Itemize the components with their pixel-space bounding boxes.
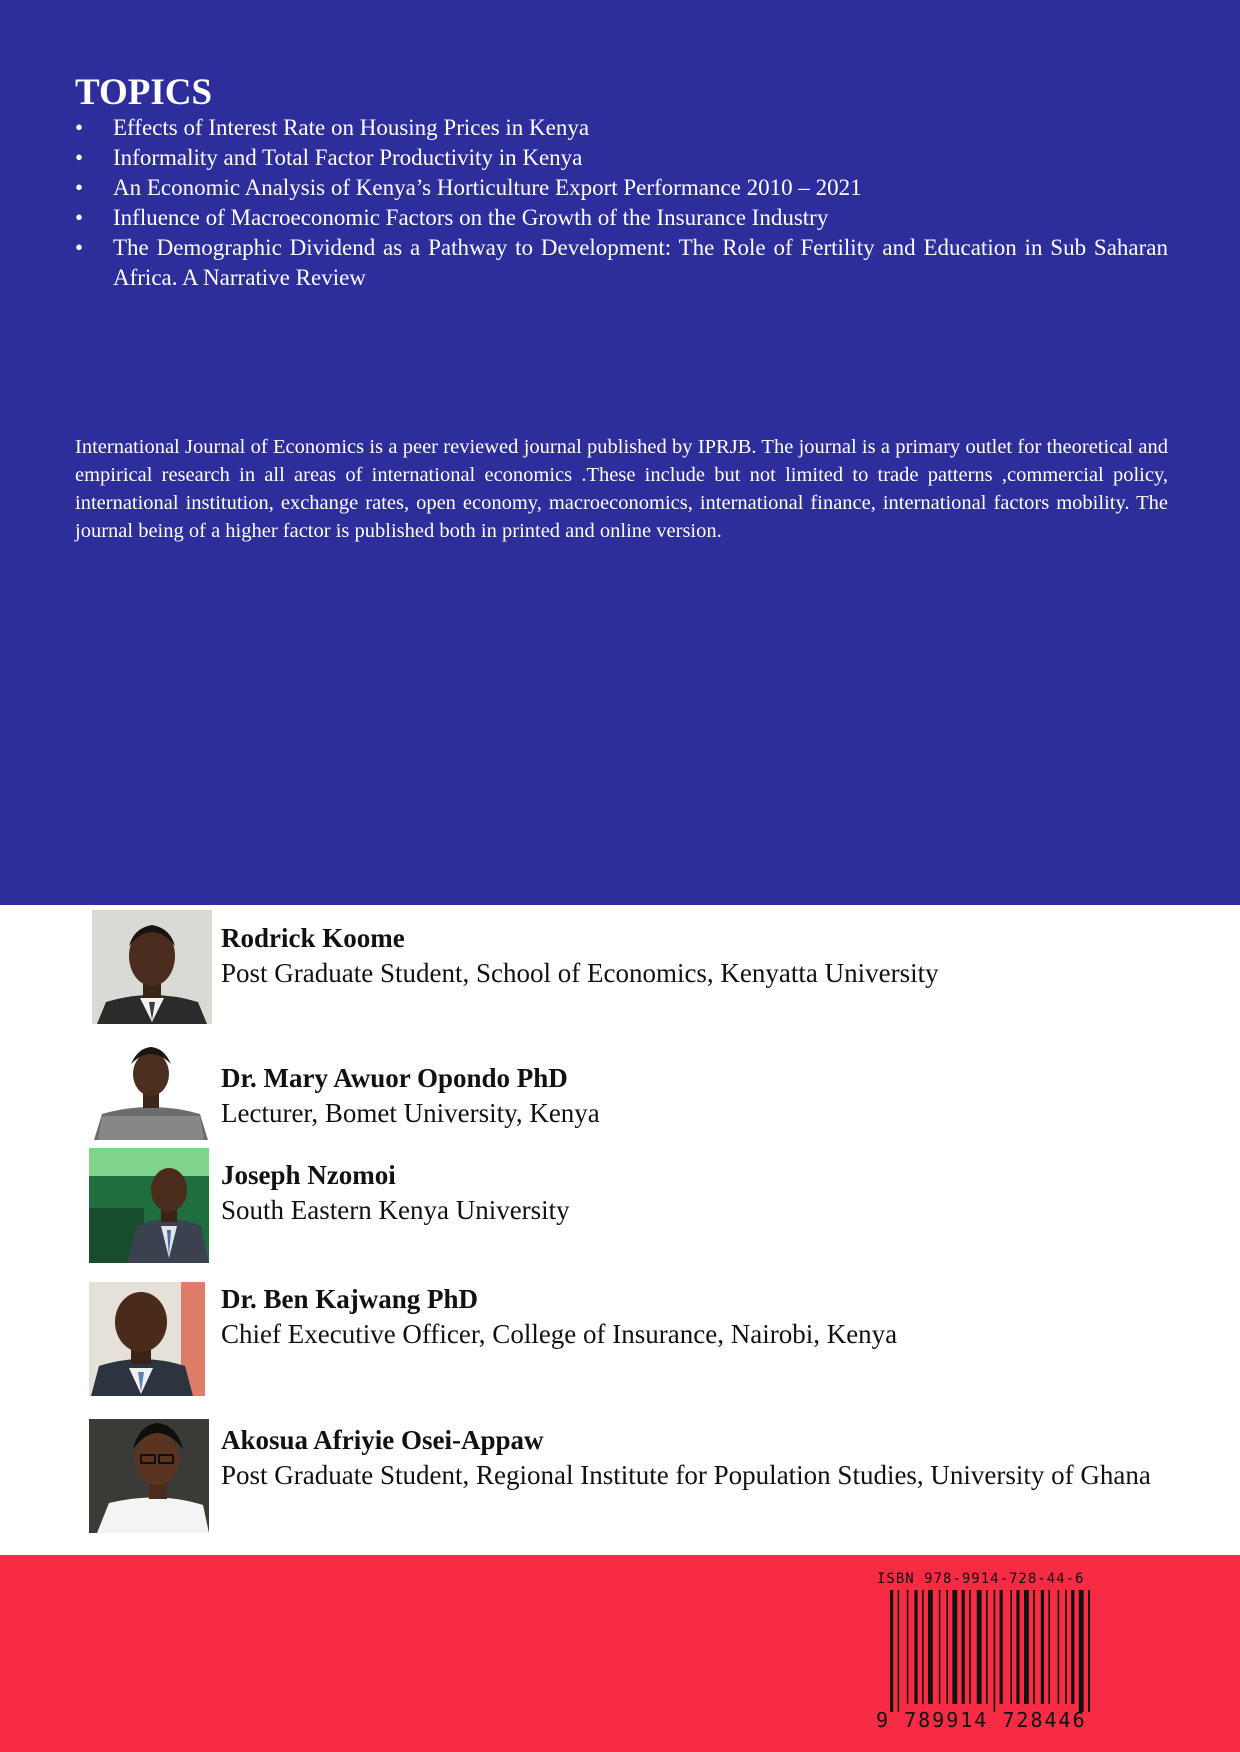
barcode-bar — [907, 1590, 909, 1704]
bullet-icon: • — [75, 145, 84, 170]
journal-description: International Journal of Economics is a peer reviewed journal published by IPRJB. The journal is a primary outlet for theoretical and empirical research in all areas of international economics .These include but not limited to trade patterns ,commercial policy, international institution, exchange rates, open economy, macroeconomics, international finance, international factors mobility. The journal being of a higher factor is published both in printed and online version. — [75, 436, 1168, 542]
bullet-icon: • — [75, 115, 84, 140]
author-name: Rodrick Koome — [221, 923, 405, 953]
author-name: Akosua Afriyie Osei-Appaw — [221, 1425, 544, 1455]
bullet-icon: • — [75, 175, 84, 200]
barcode-bar — [1016, 1590, 1019, 1704]
author-name: Dr. Ben Kajwang PhD — [221, 1284, 479, 1314]
author-affiliation: Post Graduate Student, Regional Institute for Population Studies, University of Ghana — [221, 1460, 1151, 1490]
barcode-bar — [1088, 1590, 1090, 1712]
author-affiliation: Chief Executive Officer, College of Insurance, Nairobi, Kenya — [221, 1319, 898, 1349]
barcode-bar — [962, 1590, 965, 1704]
author-affiliation: Post Graduate Student, School of Economics, Kenyatta University — [221, 958, 939, 988]
author-name: Joseph Nzomoi — [221, 1160, 396, 1190]
isbn-barcode-block — [870, 1568, 1102, 1735]
authors-section — [0, 905, 1240, 1555]
barcode-bar — [1071, 1590, 1074, 1704]
topic-item — [75, 143, 1168, 173]
barcode-bar — [939, 1590, 941, 1704]
barcode-bar — [922, 1590, 924, 1704]
barcode-digits: 9 789914 728446 — [876, 1708, 1087, 1732]
barcode-bar — [1079, 1590, 1084, 1712]
barcode-bar — [1000, 1590, 1003, 1704]
barcode-bar — [994, 1590, 996, 1712]
barcode-bar — [969, 1590, 971, 1704]
barcode-bar — [946, 1590, 948, 1704]
author-photo — [89, 1419, 209, 1533]
portrait-icon — [89, 1282, 205, 1396]
author-photo — [92, 1044, 210, 1140]
barcode-bar — [952, 1590, 957, 1704]
portrait-icon — [92, 1044, 210, 1140]
portrait-icon — [89, 1148, 209, 1263]
barcode-bar — [1024, 1590, 1029, 1704]
portrait-icon — [89, 1419, 209, 1533]
barcode-bar — [890, 1590, 893, 1712]
author-photo — [92, 910, 212, 1024]
topic-text: An Economic Analysis of Kenya’s Horticulture Export Performance 2010 – 2021 — [113, 175, 862, 200]
barcode-bar — [1058, 1590, 1060, 1704]
author-photo — [89, 1282, 205, 1396]
topics-heading: TOPICS — [75, 72, 213, 113]
topic-text: Informality and Total Factor Productivity in Kenya — [113, 145, 583, 170]
topic-item — [75, 233, 1168, 293]
topic-item — [75, 173, 1168, 203]
author-affiliation: Lecturer, Bomet University, Kenya — [221, 1098, 600, 1128]
topic-item — [75, 113, 1168, 143]
author-name: Dr. Mary Awuor Opondo PhD — [221, 1063, 568, 1093]
topic-text: Effects of Interest Rate on Housing Prices in Kenya — [113, 115, 590, 140]
author-photo — [89, 1148, 209, 1263]
topics-list — [75, 113, 1168, 293]
barcode-bar — [914, 1590, 917, 1704]
topic-text: The Demographic Dividend as a Pathway to Development: The Role of Fertility and Education in Sub Saharan Africa. A Narrative Review — [113, 235, 1168, 290]
bullet-icon: • — [75, 205, 84, 230]
barcode-bar — [1010, 1590, 1012, 1704]
bullet-icon: • — [75, 235, 84, 260]
topic-item — [75, 203, 1168, 233]
barcode-bar — [1041, 1590, 1044, 1704]
barcode-icon — [890, 1590, 1090, 1712]
barcode-bar — [1033, 1590, 1035, 1704]
barcode-bar — [1048, 1590, 1050, 1704]
barcode-bar — [977, 1590, 982, 1704]
barcode-bar — [1065, 1590, 1067, 1704]
isbn-label: ISBN 978-9914-728-44-6 — [877, 1571, 1085, 1587]
barcode-bar — [986, 1590, 988, 1704]
barcode-bar — [898, 1590, 900, 1712]
author-affiliation: South Eastern Kenya University — [221, 1195, 570, 1225]
portrait-icon — [92, 910, 212, 1024]
topic-text: Influence of Macroeconomic Factors on the Growth of the Insurance Industry — [113, 205, 829, 230]
barcode-bar — [928, 1590, 933, 1704]
